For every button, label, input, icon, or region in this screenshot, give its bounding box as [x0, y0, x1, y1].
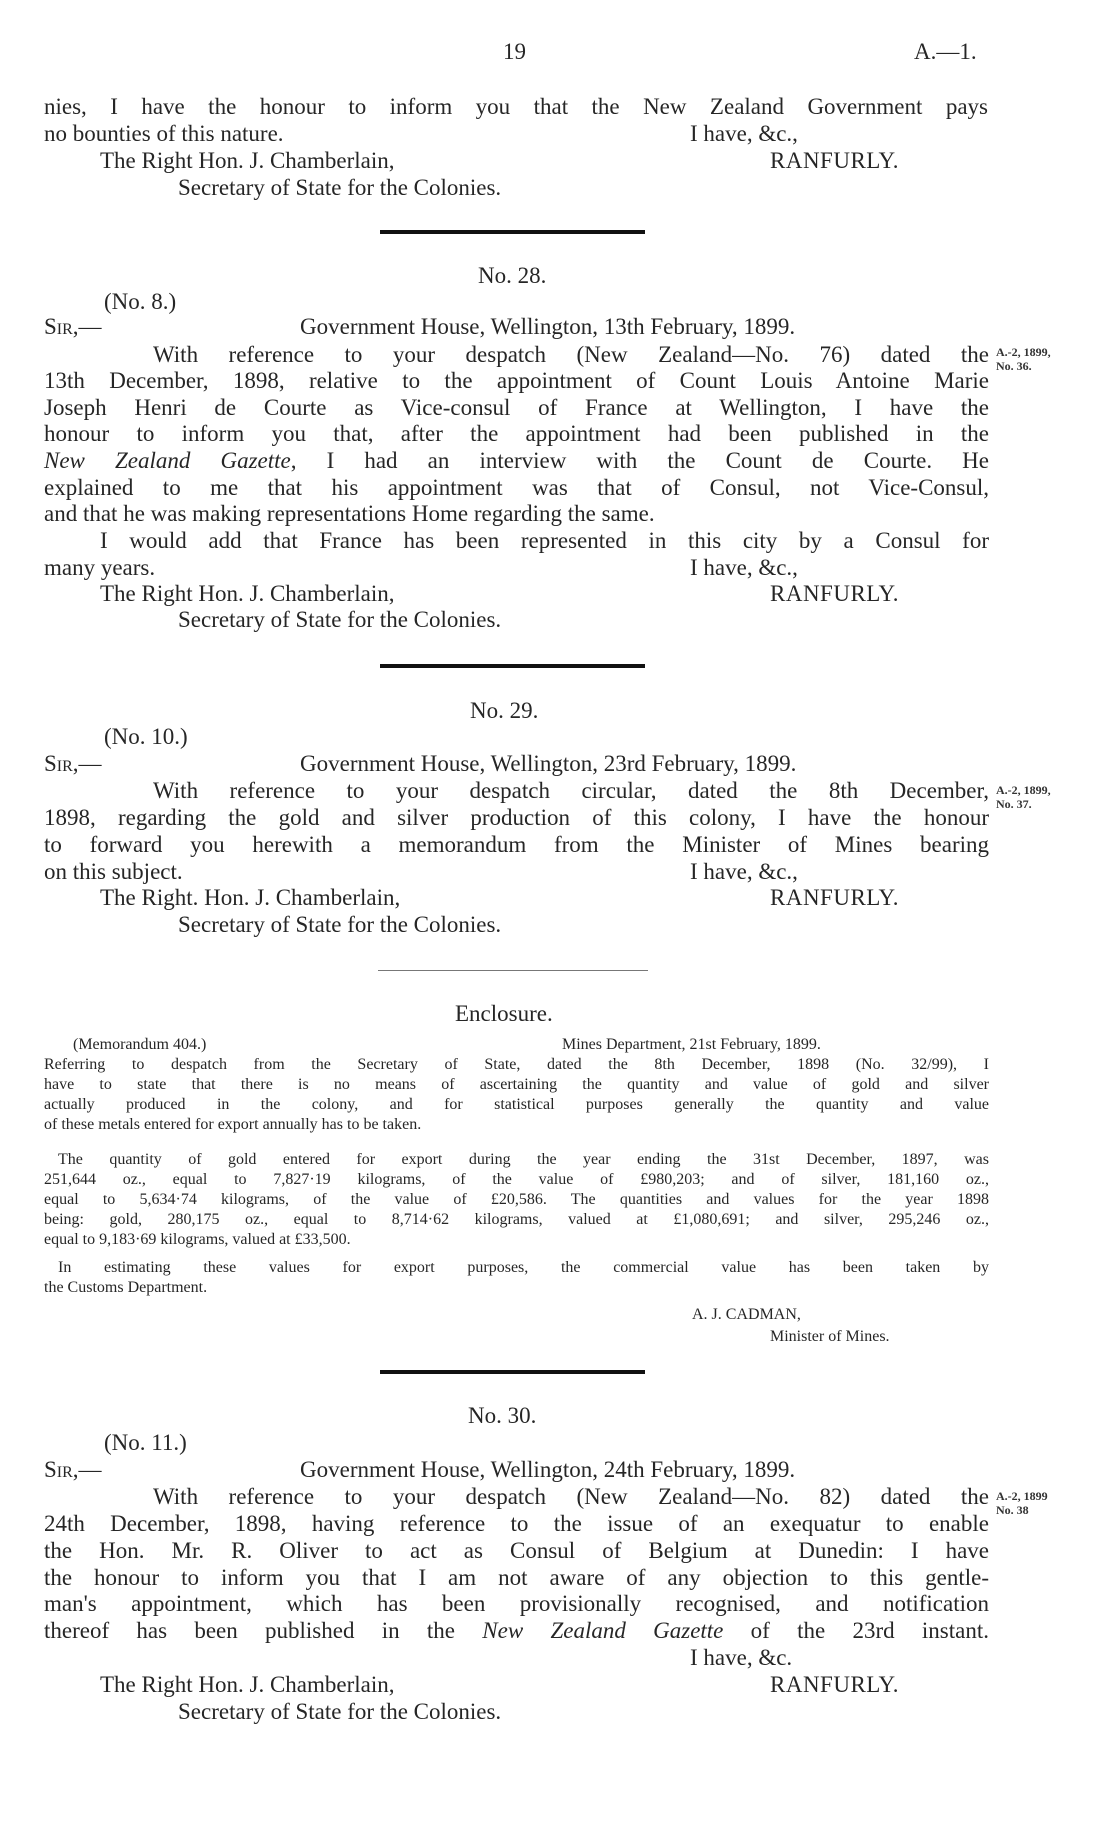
closing: I have, &c., — [690, 121, 798, 146]
closing: I have, &c. — [690, 1645, 793, 1670]
body-line: explained to me that his appointment was that of Consul, not Vice-Consul, — [44, 475, 989, 500]
place-date: Government House, Wellington, 24th February, 1899. — [300, 1457, 796, 1482]
body-line: man's appointment, which has been provisionally recognised, and notification — [44, 1591, 989, 1616]
body-line: 24th December, 1898, having reference to the issue of an exequatur to enable — [44, 1511, 989, 1536]
signer: RANFURLY. — [770, 885, 899, 910]
section-divider — [380, 1370, 645, 1374]
body-line: honour to inform you that, after the appointment had been published in the — [44, 421, 989, 446]
memo-line: of these metals entered for export annually has to be taken. — [44, 1116, 422, 1133]
body-line: New Zealand Gazette, I had an interview with the Count de Courte. He — [44, 448, 989, 473]
signer: RANFURLY. — [770, 148, 899, 173]
memo-ref: (Memorandum 404.) — [73, 1036, 207, 1053]
enclosure-heading: Enclosure. — [455, 1001, 553, 1026]
signer: RANFURLY. — [770, 1672, 899, 1697]
salutation: Sir,— — [44, 1457, 102, 1482]
section-divider — [380, 664, 645, 668]
addressee-title: Secretary of State for the Colonies. — [178, 912, 502, 937]
memo-line: 251,644 oz., equal to 7,827·19 kilograms, of the value of £980,203; and of silver, 181,160 oz., — [44, 1171, 989, 1188]
body-line: 1898, regarding the gold and silver production of this colony, I have the honour — [44, 805, 989, 830]
body-line: 13th December, 1898, relative to the appointment of Count Louis Antoine Marie — [44, 368, 989, 393]
body-line: many years. — [44, 555, 156, 580]
signer: RANFURLY. — [770, 581, 899, 606]
memo-line: actually produced in the colony, and for statistical purposes generally the quantity and value — [44, 1096, 989, 1113]
margin-note: No. 37. — [996, 797, 1032, 811]
margin-note: No. 38 — [996, 1503, 1029, 1517]
letter-ref: (No. 11.) — [104, 1430, 187, 1455]
place-date: Government House, Wellington, 13th February, 1899. — [300, 314, 796, 339]
addressee-title: Secretary of State for the Colonies. — [178, 607, 502, 632]
letter-number: No. 30. — [468, 1403, 537, 1428]
margin-note: A.-2, 1899, — [996, 783, 1051, 797]
addressee: The Right Hon. J. Chamberlain, — [100, 1672, 395, 1697]
place-date: Government House, Wellington, 23rd February, 1899. — [300, 751, 797, 776]
memo-line: equal to 9,183·69 kilograms, valued at £33,500. — [44, 1231, 351, 1248]
body-line: I would add that France has been represented in this city by a Consul for — [100, 528, 989, 553]
memo-line: The quantity of gold entered for export during the year ending the 31st December, 1897, was — [58, 1151, 989, 1168]
body-line: With reference to your despatch (New Zealand—No. 82) dated the — [153, 1484, 989, 1509]
body-line: and that he was making representations Home regarding the same. — [44, 501, 655, 526]
body-line: the honour to inform you that I am not aware of any objection to this gentle- — [44, 1565, 989, 1590]
memo-line: equal to 5,634·74 kilograms, of the value of £20,586. The quantities and values for the year 1898 — [44, 1191, 989, 1208]
addressee: The Right Hon. J. Chamberlain, — [100, 581, 395, 606]
memo-line: being: gold, 280,175 oz., equal to 8,714·62 kilograms, valued at £1,080,691; and silver, 295,246 oz., — [44, 1211, 989, 1228]
margin-note: A.-2, 1899, — [996, 345, 1051, 359]
memo-line: Referring to despatch from the Secretary of State, dated the 8th December, 1898 (No. 32/99), I — [44, 1056, 989, 1073]
body-line: to forward you herewith a memorandum from the Minister of Mines bearing — [44, 832, 989, 857]
salutation: Sir,— — [44, 314, 102, 339]
addressee: The Right. Hon. J. Chamberlain, — [100, 885, 401, 910]
memo-signer-title: Minister of Mines. — [770, 1328, 890, 1345]
letter-ref: (No. 8.) — [104, 289, 177, 314]
memo-line: the Customs Department. — [44, 1279, 208, 1296]
body-line: no bounties of this nature. — [44, 121, 284, 146]
memo-line: In estimating these values for export purposes, the commercial value has been taken by — [58, 1259, 989, 1276]
section-divider — [380, 230, 645, 234]
body-line: With reference to your despatch (New Zealand—No. 76) dated the — [153, 342, 989, 367]
body-line: the Hon. Mr. R. Oliver to act as Consul of Belgium at Dunedin: I have — [44, 1538, 989, 1563]
salutation: Sir,— — [44, 751, 102, 776]
memo-line: have to state that there is no means of ascertaining the quantity and value of gold and silver — [44, 1076, 989, 1093]
doc-reference: A.—1. — [914, 39, 977, 64]
letter-number: No. 28. — [478, 263, 547, 288]
addressee-title: Secretary of State for the Colonies. — [178, 175, 502, 200]
addressee: The Right Hon. J. Chamberlain, — [100, 148, 395, 173]
body-line: nies, I have the honour to inform you that the New Zealand Government pays — [44, 94, 988, 119]
body-line: thereof has been published in the New Zealand Gazette of the 23rd instant. — [44, 1618, 989, 1643]
memo-signer: A. J. CADMAN, — [692, 1306, 801, 1323]
body-line: With reference to your despatch circular, dated the 8th December, — [153, 778, 989, 803]
page-number: 19 — [503, 39, 526, 64]
addressee-title: Secretary of State for the Colonies. — [178, 1699, 502, 1724]
margin-note: A.-2, 1899 — [996, 1489, 1048, 1503]
letter-number: No. 29. — [470, 698, 539, 723]
dept-date: Mines Department, 21st February, 1899. — [562, 1036, 821, 1053]
enclosure-divider — [378, 970, 648, 971]
closing: I have, &c., — [690, 859, 798, 884]
closing: I have, &c., — [690, 555, 798, 580]
body-line: Joseph Henri de Courte as Vice-consul of France at Wellington, I have the — [44, 395, 989, 420]
letter-ref: (No. 10.) — [104, 724, 188, 749]
body-line: on this subject. — [44, 859, 183, 884]
margin-note: No. 36. — [996, 359, 1032, 373]
